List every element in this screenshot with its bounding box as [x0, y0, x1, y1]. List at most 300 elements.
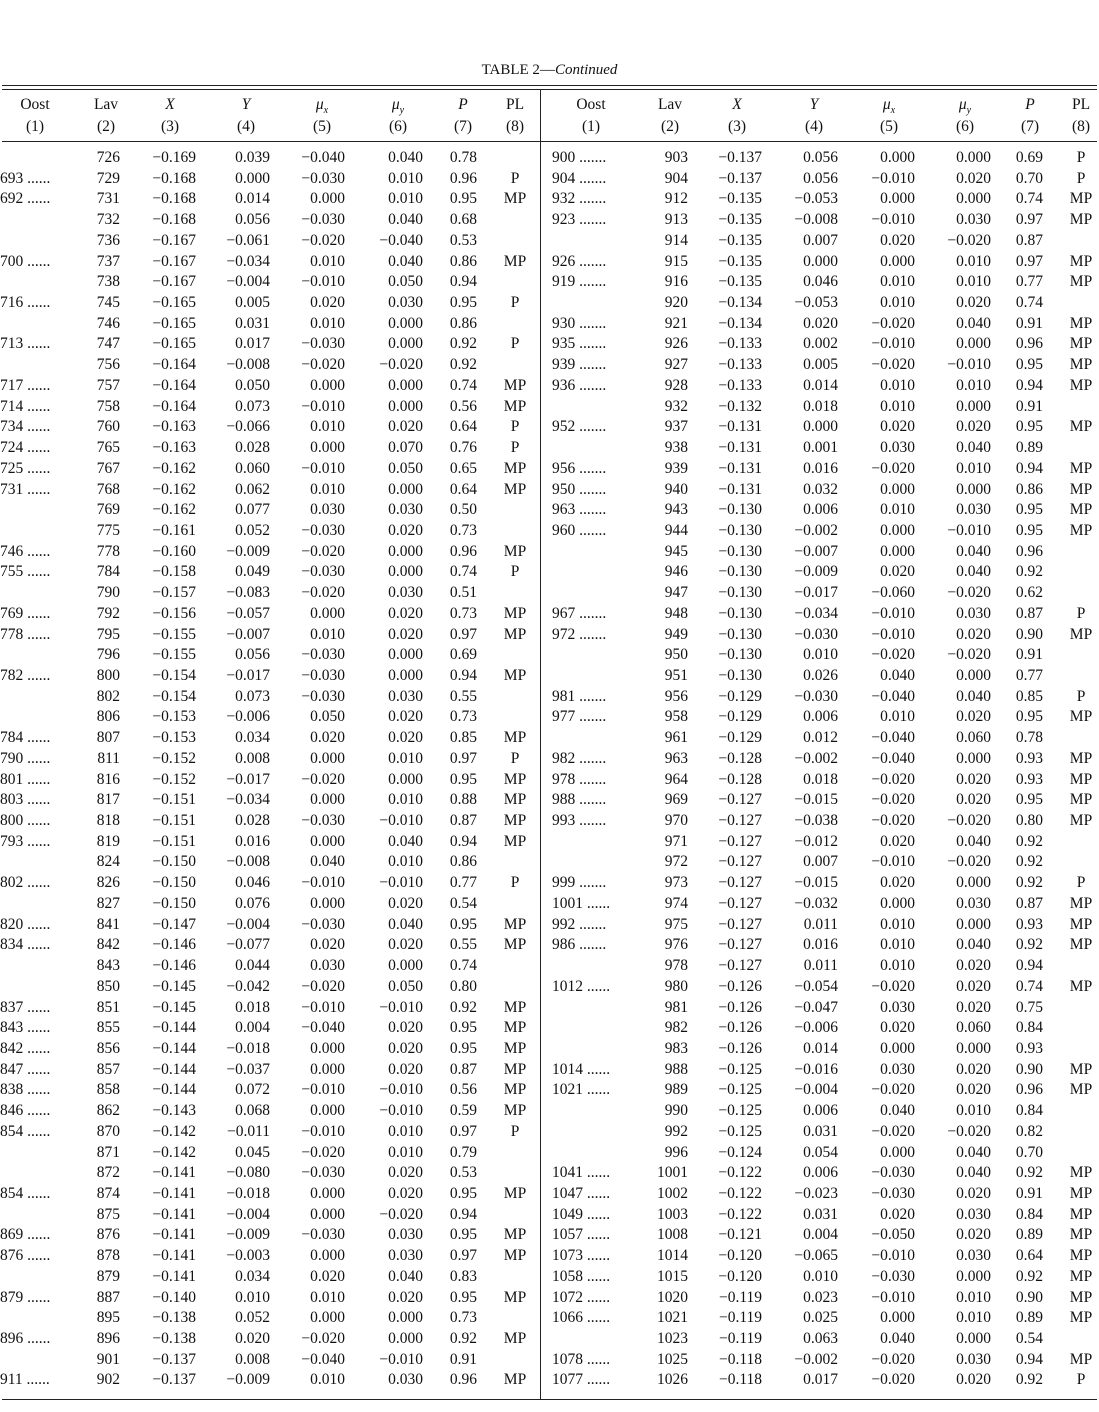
table-cell: 0.060 — [956, 1019, 991, 1037]
table-cell: 851 — [96, 998, 120, 1016]
table-cell: −0.165 — [152, 314, 196, 332]
table-cell: 1023 — [657, 1330, 688, 1348]
table-cell: MP — [503, 1247, 527, 1265]
table-cell: 0.51 — [449, 584, 477, 602]
table-cell: 999 ....... — [552, 874, 607, 892]
table-cell: 738 — [96, 273, 120, 291]
table-cell: −0.133 — [718, 376, 762, 394]
table-cell: P — [510, 874, 520, 892]
table-cell: 0.056 — [235, 646, 270, 664]
table-cell: −0.168 — [152, 169, 196, 187]
table-cell: 993 ....... — [552, 812, 607, 830]
table-cell: −0.127 — [718, 915, 762, 933]
table-cell: −0.083 — [226, 584, 270, 602]
table-cell: 0.077 — [235, 501, 270, 519]
table-cell: −0.156 — [152, 604, 196, 622]
header-right-num-8: (8) — [1071, 118, 1091, 135]
table-cell: 0.030 — [956, 894, 991, 912]
table-cell: −0.018 — [226, 1185, 270, 1202]
table-cell: MP — [1069, 211, 1093, 229]
table-cell: −0.020 — [301, 1330, 345, 1348]
table-cell: 782 ...... — [0, 667, 51, 684]
table-cell: 896 ...... — [0, 1330, 51, 1348]
table-cell: 990 — [664, 1102, 688, 1120]
table-cell: 0.92 — [449, 335, 477, 353]
table-cell: 817 — [96, 791, 120, 809]
table-cell: 0.056 — [235, 211, 270, 229]
table-cell: −0.127 — [718, 812, 762, 830]
table-cell: 717 ...... — [0, 376, 51, 394]
table-cell: 0.87 — [1015, 604, 1043, 622]
table-cell: −0.127 — [718, 936, 762, 954]
table-cell: 982 — [664, 1019, 688, 1037]
table-cell: 0.000 — [956, 149, 991, 166]
table-cell: −0.008 — [226, 356, 270, 374]
bottom-rule — [2, 1399, 1097, 1400]
table-cell: 0.95 — [1015, 418, 1043, 436]
table-cell: 729 — [96, 169, 120, 187]
table-cell: 0.030 — [388, 687, 423, 705]
table-cell: −0.125 — [718, 1102, 762, 1120]
table-cell: 0.96 — [1015, 335, 1043, 353]
table-cell: MP — [1069, 480, 1093, 498]
table-cell: 0.020 — [388, 1164, 423, 1182]
table-cell: 0.000 — [388, 480, 423, 498]
table-cell: 737 — [96, 252, 120, 270]
table-cell: −0.142 — [152, 1122, 196, 1140]
table-cell: 0.86 — [1015, 480, 1043, 498]
table-cell: 0.076 — [235, 894, 270, 912]
table-cell: 904 — [664, 169, 688, 187]
table-cell: 0.031 — [803, 1205, 838, 1223]
table-cell: 0.030 — [956, 1350, 991, 1368]
table-cell: 0.010 — [956, 1288, 991, 1306]
table-cell: 0.92 — [449, 998, 477, 1016]
table-cell: 0.020 — [880, 418, 915, 436]
table-cell: −0.010 — [947, 356, 991, 374]
table-cell: −0.147 — [152, 915, 196, 933]
table-cell: 0.040 — [388, 211, 423, 229]
table-cell: 0.93 — [1015, 749, 1043, 767]
table-cell: −0.121 — [718, 1226, 762, 1244]
table-cell: −0.132 — [718, 397, 762, 415]
table-cell: −0.154 — [152, 687, 196, 705]
table-cell: MP — [1069, 770, 1093, 788]
table-cell: 824 — [96, 853, 120, 871]
header-left-col-8: PL — [505, 96, 525, 113]
table-cell: −0.030 — [301, 646, 345, 664]
table-cell: 0.020 — [956, 1081, 991, 1099]
table-cell: −0.127 — [718, 894, 762, 912]
table-cell: 0.030 — [956, 211, 991, 229]
table-cell: 0.000 — [388, 1330, 423, 1348]
table-cell: −0.126 — [718, 1019, 762, 1037]
table-cell: 0.040 — [388, 149, 423, 166]
table-cell: −0.006 — [794, 1019, 838, 1037]
table-cell: 875 — [96, 1205, 120, 1223]
table-cell: −0.010 — [871, 1288, 915, 1306]
table-cell: 0.040 — [956, 314, 991, 332]
table-cell: 827 — [96, 894, 120, 912]
table-cell: −0.020 — [301, 977, 345, 995]
table-cell: MP — [1069, 1164, 1093, 1182]
table-cell: −0.009 — [794, 563, 838, 581]
table-cell: 843 ...... — [0, 1019, 51, 1037]
table-cell: −0.040 — [871, 687, 915, 705]
table-cell: 0.016 — [803, 459, 838, 477]
table-cell: 0.010 — [310, 418, 345, 436]
table-cell: 871 — [96, 1143, 120, 1161]
table-cell: 0.030 — [880, 998, 915, 1016]
table-cell: 0.010 — [388, 853, 423, 871]
table-cell: −0.130 — [718, 625, 762, 643]
table-cell: 0.000 — [880, 1039, 915, 1057]
table-cell: 950 ....... — [552, 480, 607, 498]
table-cell: 0.010 — [388, 169, 423, 187]
table-cell: 854 ...... — [0, 1185, 51, 1202]
table-cell: −0.118 — [718, 1350, 762, 1368]
table-cell: 0.000 — [388, 1309, 423, 1327]
table-cell: −0.020 — [871, 646, 915, 664]
table-cell: −0.034 — [226, 791, 270, 809]
table-cell: −0.020 — [871, 314, 915, 332]
table-cell: 0.53 — [449, 1164, 477, 1182]
table-cell: −0.015 — [794, 874, 838, 892]
table-cell: 0.020 — [956, 998, 991, 1016]
table-cell: 0.007 — [803, 231, 838, 249]
table-cell: 0.97 — [449, 749, 477, 767]
table-cell: 847 ...... — [0, 1060, 51, 1078]
table-cell: MP — [503, 542, 527, 560]
table-cell: P — [510, 749, 520, 767]
table-cell: 0.010 — [880, 501, 915, 519]
table-cell: MP — [503, 1330, 527, 1348]
table-cell: −0.010 — [379, 1102, 423, 1120]
table-cell: 1073 ...... — [552, 1247, 611, 1265]
table-cell: 0.80 — [1015, 812, 1043, 830]
table-cell: 0.025 — [803, 1309, 838, 1327]
table-cell: −0.131 — [718, 418, 762, 436]
table-cell: 0.73 — [449, 521, 477, 539]
table-cell: 0.94 — [449, 1205, 477, 1223]
table-cell: 0.010 — [956, 273, 991, 291]
table-cell: 0.87 — [1015, 894, 1043, 912]
table-cell: −0.135 — [718, 252, 762, 270]
table-cell: 0.020 — [388, 604, 423, 622]
table-cell: 0.90 — [1015, 625, 1043, 643]
table-cell: 0.54 — [1015, 1330, 1043, 1348]
table-cell: −0.030 — [301, 915, 345, 933]
table-cell: MP — [1069, 625, 1093, 643]
table-cell: −0.133 — [718, 335, 762, 353]
table-cell: 879 ...... — [0, 1288, 51, 1306]
table-cell: MP — [1069, 1288, 1093, 1306]
table-cell: −0.010 — [379, 812, 423, 830]
table-cell: 0.000 — [956, 190, 991, 208]
table-cell: 901 — [96, 1350, 120, 1368]
table-cell: −0.126 — [718, 977, 762, 995]
table-cell: 0.056 — [803, 149, 838, 166]
table-cell: 0.000 — [388, 957, 423, 975]
table-cell: 981 — [664, 998, 688, 1016]
table-title-suffix: Continued — [554, 62, 618, 78]
table-cell: −0.010 — [301, 1081, 345, 1099]
table-cell: 726 — [96, 149, 120, 166]
table-cell: −0.010 — [379, 998, 423, 1016]
table-cell: MP — [503, 1185, 527, 1202]
table-cell: 0.000 — [235, 169, 270, 187]
table-cell: 0.95 — [449, 1226, 477, 1244]
table-cell: 819 — [96, 832, 120, 850]
table-cell: MP — [503, 1060, 527, 1078]
table-cell: 0.000 — [388, 542, 423, 560]
table-cell: 943 — [664, 501, 688, 519]
table-cell: −0.018 — [226, 1039, 270, 1057]
table-cell: −0.127 — [718, 853, 762, 871]
table-cell: MP — [1069, 521, 1093, 539]
table-cell: 0.016 — [235, 832, 270, 850]
table-cell: 842 ...... — [0, 1039, 51, 1057]
table-cell: MP — [503, 1039, 527, 1057]
table-cell: −0.010 — [379, 874, 423, 892]
table-cell: 0.020 — [956, 957, 991, 975]
table-cell: 0.028 — [235, 812, 270, 830]
table-cell: 0.95 — [449, 1288, 477, 1306]
header-left-num-5: (5) — [312, 118, 332, 135]
table-cell: 0.017 — [235, 335, 270, 353]
table-cell: 1078 ...... — [552, 1350, 611, 1368]
table-cell: 895 — [96, 1309, 120, 1327]
table-cell: −0.142 — [152, 1143, 196, 1161]
table-cell: −0.135 — [718, 211, 762, 229]
table-cell: 0.011 — [803, 915, 838, 933]
table-cell: MP — [1069, 1185, 1093, 1202]
table-cell: −0.030 — [871, 1185, 915, 1202]
table-cell: MP — [1069, 1267, 1093, 1285]
header-left-col-1: Oost — [20, 96, 50, 113]
table-cell: 0.040 — [956, 1164, 991, 1182]
table-cell: −0.122 — [718, 1164, 762, 1182]
header-right-col-6: $\mu_y$ — [958, 96, 972, 117]
table-cell: 765 — [96, 439, 120, 457]
table-cell: 980 — [664, 977, 688, 995]
table-cell: −0.020 — [871, 459, 915, 477]
table-cell: −0.161 — [152, 521, 196, 539]
table-cell: MP — [503, 1019, 527, 1037]
table-cell: 0.020 — [880, 874, 915, 892]
table-cell: 0.030 — [388, 1226, 423, 1244]
table-cell: −0.038 — [794, 812, 838, 830]
table-cell: 0.000 — [310, 439, 345, 457]
table-cell: P — [510, 294, 520, 312]
table-cell: 989 — [664, 1081, 688, 1099]
table-cell: 775 — [96, 521, 120, 539]
table-cell: MP — [1069, 190, 1093, 208]
table-cell: 0.95 — [1015, 501, 1043, 519]
table-cell: −0.030 — [301, 667, 345, 684]
table-cell: 0.020 — [388, 708, 423, 726]
table-cell: 0.010 — [880, 397, 915, 415]
table-cell: −0.134 — [718, 314, 762, 332]
table-cell: −0.009 — [226, 1226, 270, 1244]
table-cell: MP — [1069, 314, 1093, 332]
table-cell: −0.020 — [947, 231, 991, 249]
table-cell: 0.062 — [235, 480, 270, 498]
table-cell: 0.000 — [310, 1102, 345, 1120]
table-cell: 0.010 — [388, 190, 423, 208]
table-cell: 988 — [664, 1060, 688, 1078]
table-cell: 0.020 — [880, 231, 915, 249]
table-cell: MP — [1069, 273, 1093, 291]
table-cell: MP — [503, 915, 527, 933]
table-cell: 0.000 — [956, 1330, 991, 1348]
header-bottom-rule — [2, 141, 1097, 142]
table-cell: 0.020 — [880, 1019, 915, 1037]
table-cell: −0.020 — [947, 1122, 991, 1140]
table-cell: 996 — [664, 1143, 688, 1161]
table-cell: −0.118 — [718, 1371, 762, 1389]
table-cell: 0.030 — [880, 1060, 915, 1078]
table-cell: 716 ...... — [0, 294, 51, 312]
table-cell: 0.87 — [449, 1060, 477, 1078]
table-cell: 0.92 — [1015, 1267, 1043, 1285]
table-cell: 807 — [96, 729, 120, 747]
table-cell: 816 — [96, 770, 120, 788]
table-cell: −0.020 — [301, 584, 345, 602]
table-cell: MP — [503, 998, 527, 1016]
table-cell: 857 — [96, 1060, 120, 1078]
table-cell: 769 ...... — [0, 604, 51, 622]
table-cell: MP — [1069, 1226, 1093, 1244]
table-cell: 978 ....... — [552, 770, 607, 788]
table-cell: 926 — [664, 335, 688, 353]
table-cell: 0.73 — [449, 1309, 477, 1327]
header-subscript: y — [966, 105, 972, 117]
table-cell: −0.138 — [152, 1330, 196, 1348]
table-cell: −0.137 — [152, 1350, 196, 1368]
table-cell: 0.000 — [388, 770, 423, 788]
table-cell: −0.119 — [718, 1330, 762, 1348]
table-cell: −0.150 — [152, 874, 196, 892]
table-cell: −0.020 — [871, 1122, 915, 1140]
table-cell: 0.94 — [449, 832, 477, 850]
header-right-num-4: (4) — [804, 118, 824, 135]
table-cell: −0.130 — [718, 646, 762, 664]
table-cell: 0.010 — [880, 957, 915, 975]
table-cell: −0.030 — [301, 211, 345, 229]
table-cell: 0.73 — [449, 708, 477, 726]
table-cell: −0.168 — [152, 190, 196, 208]
table-cell: 0.92 — [1015, 936, 1043, 954]
table-cell: 760 — [96, 418, 120, 436]
table-cell: −0.057 — [226, 604, 270, 622]
table-cell: 0.95 — [449, 294, 477, 312]
table-cell: 0.020 — [310, 936, 345, 954]
table-cell: 0.000 — [310, 791, 345, 809]
table-cell: −0.151 — [152, 812, 196, 830]
table-cell: 0.54 — [449, 894, 477, 912]
header-left-col-6: $\mu_y$ — [391, 96, 405, 117]
table-cell: 0.74 — [1015, 977, 1043, 995]
table-cell: 1014 — [657, 1247, 688, 1265]
table-cell: −0.012 — [794, 832, 838, 850]
table-cell: 692 ...... — [0, 190, 51, 208]
table-cell: 961 — [664, 729, 688, 747]
table-cell: 0.063 — [803, 1330, 838, 1348]
table-cell: 1008 — [657, 1226, 688, 1244]
table-cell: −0.131 — [718, 459, 762, 477]
table-cell: 0.000 — [388, 397, 423, 415]
table-cell: MP — [1069, 1205, 1093, 1223]
table-cell: 0.030 — [310, 501, 345, 519]
table-cell: −0.047 — [794, 998, 838, 1016]
table-cell: −0.020 — [301, 1143, 345, 1161]
table-cell: 904 ....... — [552, 169, 607, 187]
table-cell: −0.138 — [152, 1309, 196, 1327]
table-cell: 0.59 — [449, 1102, 477, 1120]
table-cell: 0.052 — [235, 521, 270, 539]
table-cell: −0.152 — [152, 770, 196, 788]
table-cell: −0.009 — [226, 542, 270, 560]
table-cell: MP — [503, 729, 527, 747]
table-cell: MP — [1069, 459, 1093, 477]
table-cell: 0.005 — [803, 356, 838, 374]
table-cell: −0.125 — [718, 1081, 762, 1099]
table-cell: 0.96 — [1015, 1081, 1043, 1099]
table-cell: 0.000 — [388, 563, 423, 581]
table-cell: MP — [1069, 1081, 1093, 1099]
table-cell: 0.034 — [235, 1267, 270, 1285]
table-cell: 0.031 — [235, 314, 270, 332]
table-cell: −0.004 — [794, 1081, 838, 1099]
table-cell: 0.020 — [310, 729, 345, 747]
table-cell: P — [1076, 169, 1086, 187]
table-cell: −0.010 — [379, 1350, 423, 1368]
table-cell: 0.55 — [449, 936, 477, 954]
table-cell: 0.78 — [1015, 729, 1043, 747]
table-cell: 850 — [96, 977, 120, 995]
table-cell: 0.85 — [1015, 687, 1043, 705]
header-left-num-3: (3) — [160, 118, 180, 135]
table-cell: 956 ....... — [552, 459, 607, 477]
table-cell: −0.030 — [301, 687, 345, 705]
table-cell: 921 — [664, 314, 688, 332]
table-cell: −0.165 — [152, 335, 196, 353]
table-cell: 0.000 — [310, 376, 345, 394]
table-cell: 0.016 — [803, 936, 838, 954]
table-cell: 978 — [664, 957, 688, 975]
table-cell: 801 ...... — [0, 770, 51, 788]
table-cell: −0.020 — [871, 1081, 915, 1099]
table-cell: 745 — [96, 294, 120, 312]
table-cell: 0.044 — [235, 957, 270, 975]
table-cell: 0.030 — [310, 957, 345, 975]
table-cell: 0.014 — [235, 190, 270, 208]
table-cell: 923 ....... — [552, 211, 607, 229]
table-cell: 731 ...... — [0, 480, 51, 498]
table-cell: 0.96 — [449, 1371, 477, 1389]
table-cell: −0.124 — [718, 1143, 762, 1161]
table-cell: −0.151 — [152, 791, 196, 809]
table-cell: 0.010 — [956, 252, 991, 270]
table-cell: −0.017 — [226, 667, 270, 684]
table-cell: 976 — [664, 936, 688, 954]
table-cell: −0.030 — [794, 625, 838, 643]
table-cell: −0.040 — [379, 231, 423, 249]
table-cell: 0.020 — [880, 563, 915, 581]
table-cell: −0.030 — [301, 169, 345, 187]
table-cell: 693 ...... — [0, 169, 51, 187]
